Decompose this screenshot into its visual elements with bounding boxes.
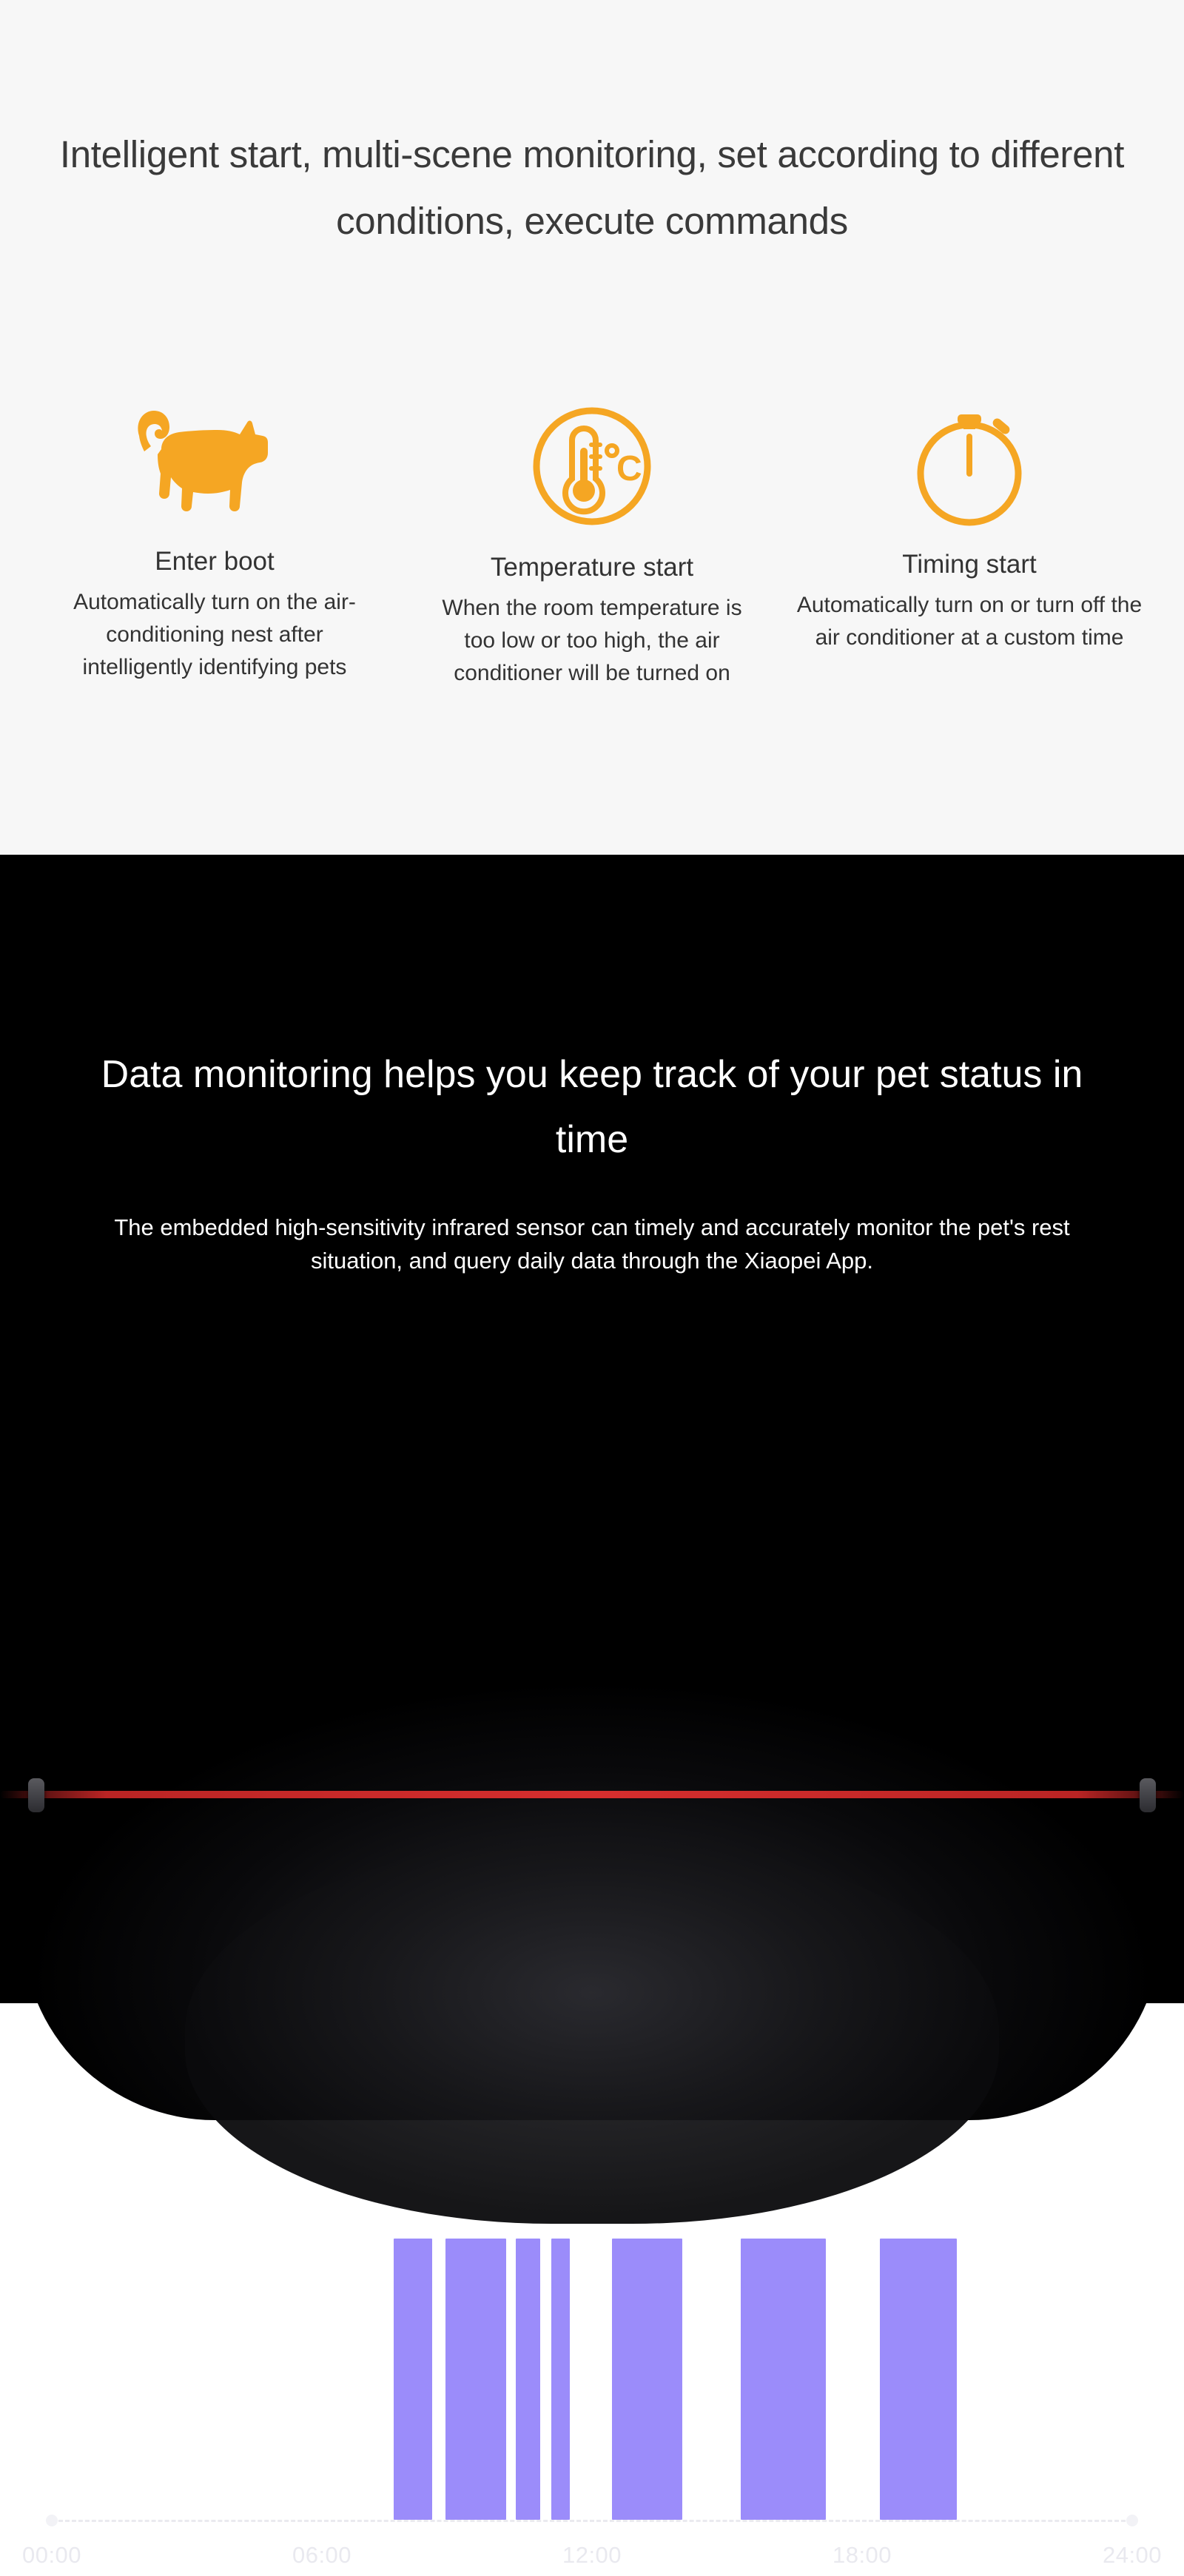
- feature-description: Automatically turn on or turn off the air conditioner at a custom time: [796, 593, 1143, 650]
- chart-x-tick: 24:00: [1102, 2542, 1163, 2568]
- chart-endpoint-start: [46, 2515, 58, 2526]
- data-monitoring-title: Data monitoring helps you keep track of your pet status in time: [101, 1053, 1083, 1162]
- watch-band-knob-left: [28, 1778, 44, 1812]
- watch-band: [0, 1791, 1184, 1798]
- data-monitoring-subtitle: The embedded high-sensitivity infrared sensor can timely and accurately monitor the pet's rest situation, and query daily data through the Xiaopei App.: [114, 1214, 1070, 1274]
- watch-band-knob-right: [1140, 1778, 1156, 1812]
- chart-x-tick: 12:00: [562, 2542, 622, 2568]
- chart-baseline: [52, 2520, 1132, 2522]
- chart-bar: [612, 2239, 682, 2520]
- chart-bar: [516, 2239, 540, 2520]
- features-title: Intelligent start, multi-scene monitoring, set according to different conditions, execute commands: [59, 133, 1125, 243]
- data-monitoring-section: [0, 855, 1184, 2568]
- feature-item-temperature-start: [407, 392, 777, 690]
- chart-x-tick: 18:00: [832, 2542, 892, 2568]
- chart-bars: [52, 2239, 1132, 2520]
- chart-x-axis-labels: [21, 2542, 1163, 2576]
- feature-name: Temperature start: [490, 553, 694, 582]
- svg-text:C: C: [616, 449, 642, 488]
- chart-x-tick: 00:00: [21, 2542, 82, 2568]
- feature-name: Timing start: [902, 550, 1037, 579]
- feature-description: When the room temperature is too low or too high, the air conditioner will be turned on: [442, 596, 742, 685]
- feature-item-enter-boot: [30, 392, 400, 690]
- features-section: [0, 0, 1184, 855]
- feature-name: Enter boot: [155, 547, 275, 576]
- features-list: [0, 392, 1184, 690]
- chart-x-tick: 06:00: [292, 2542, 352, 2568]
- chart-bar: [741, 2239, 827, 2520]
- watch-screen-glow: [185, 1839, 999, 2224]
- chart-endpoint-end: [1126, 2515, 1138, 2526]
- stopwatch-timer-icon: [903, 392, 1036, 540]
- feature-description: Automatically turn on the air-conditioning nest after intelligently identifying pets: [73, 590, 356, 679]
- cat-icon: [118, 392, 311, 540]
- chart-bar: [551, 2239, 569, 2520]
- chart-bar: [880, 2239, 956, 2520]
- thermometer-celsius-icon: [529, 392, 655, 540]
- chart-bar: [394, 2239, 432, 2520]
- feature-item-timing-start: [784, 392, 1154, 690]
- chart-bar: [445, 2239, 506, 2520]
